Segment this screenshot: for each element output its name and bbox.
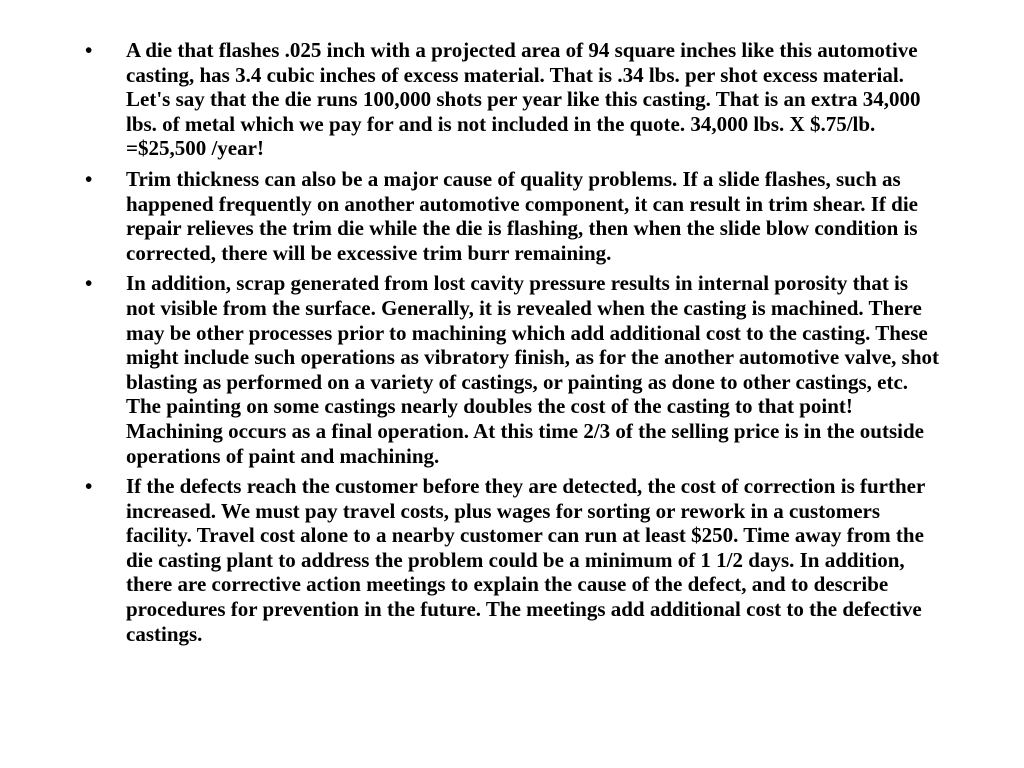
bullet-text: If the defects reach the customer before they are detected, the cost of correction is further increased. We must pay travel costs, plus wages for sorting or rework in a customers facility. Travel cost alone to a nearby customer can run at least $250. Time away from the die casting plant to address the problem could be a minimum of 1 1/2 days. In addition, there are corrective action meetings to explain the cause of the defect, and to describe procedures for prevention in the future. The meetings add additional cost to the defective castings. — [126, 474, 925, 646]
bullet-list — [0, 38, 1024, 652]
bullet-item-trim-thickness — [0, 167, 1024, 265]
bullet-icon: • — [85, 474, 93, 499]
bullet-icon: • — [85, 166, 93, 191]
bullet-item-internal-porosity — [0, 271, 1024, 468]
bullet-text: In addition, scrap generated from lost cavity pressure results in internal porosity that is not visible from the surface. Generally, it is revealed when the casting is machined. There may be other processes prior to machining which add additional cost to the casting. These might include such operations as vibratory finish, as for the another automotive valve, shot blasting as performed on a variety of castings, or painting as done to other castings, etc. The painting on some castings nearly doubles the cost of the casting to that point! Machining occurs as a final operation. At this time 2/3 of the selling price is in the outside operations of paint and machining. — [126, 271, 939, 468]
bullet-icon: • — [85, 38, 93, 62]
bullet-item-customer-defects — [0, 474, 1024, 646]
bullet-icon: • — [85, 271, 93, 296]
bullet-text: A die that flashes .025 inch with a projected area of 94 square inches like this automotive casting, has 3.4 cubic inches of excess material. That is .34 lbs. per shot excess material. Let's say that the die runs 100,000 shots per year like this casting. That is an extra 34,000 lbs. of metal which we pay for and is not included in the quote. 34,000 lbs. X $.75/lb. =$25,500 /year! — [126, 38, 921, 161]
bullet-item-flash-cost — [0, 38, 1024, 161]
bullet-text: Trim thickness can also be a major cause of quality problems. If a slide flashes, such as happened frequently on another automotive component, it can result in trim shear. If die repair relieves the trim die while the die is flashing, then when the slide blow condition is corrected, there will be excessive trim burr remaining. — [126, 166, 918, 265]
